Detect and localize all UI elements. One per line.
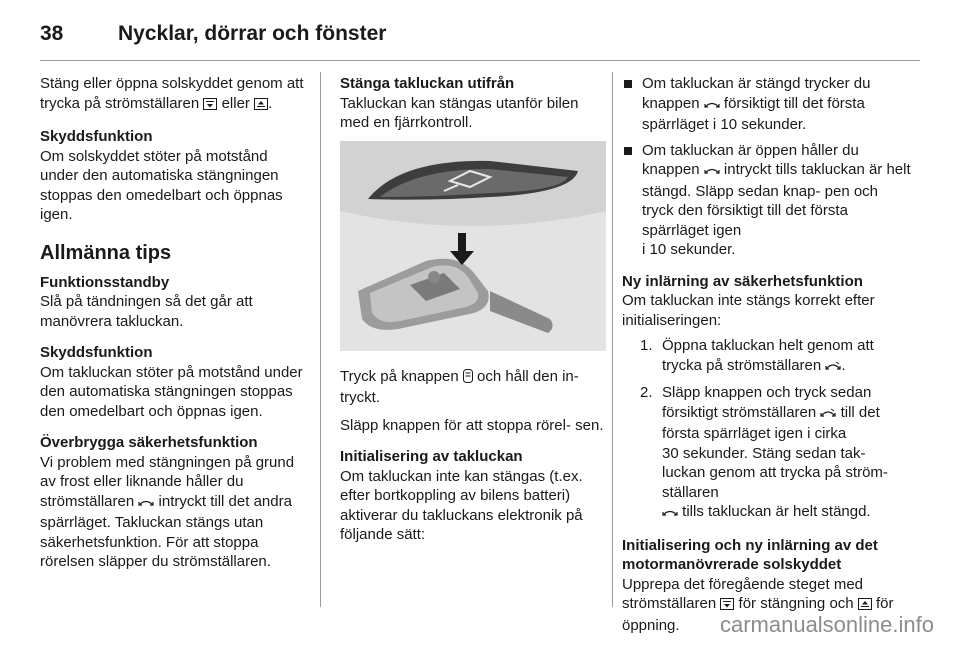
heading-protection-2: Skyddsfunktion [40,344,153,361]
sunroof-tilt-switch-icon [820,405,836,425]
column-left [40,74,308,584]
motor-text-b: för stängning och [738,595,854,612]
step2-text-c: 30 sekunder. Stäng sedan tak- luckan genom att trycka på ström- ställaren [662,444,888,501]
motor-text-c: för öppning. [622,595,894,634]
heading-override: Överbrygga säkerhetsfunktion [40,434,258,451]
chapter-title: Nycklar, dörrar och fönster [118,22,387,45]
column-middle [340,74,606,557]
list-item [622,141,912,260]
list-item [622,383,912,524]
paragraph-protection-1: Om solskyddet stöter på motstånd under den automatiska stängningen stoppas den omedelbart och öppnas igen. [40,147,283,223]
key-fob-illustration [340,141,606,351]
heading-relearn: Ny inlärning av säkerhetsfunktion [622,272,863,290]
bullet1-text-a: Om takluckan är stängd trycker du knappen [642,75,871,112]
column-divider-left [320,72,321,607]
bullet2-text-b: intryckt tills takluckan är helt stängd. Släpp sedan knap- pen och tryck den försiktigt till det första spärrläget igen [642,161,911,239]
bullet1-text-b: försiktigt till det första spärrläget i 10 sekunder. [642,94,865,133]
heading-general-tips: Allmänna tips [40,241,172,264]
sunshade-open-icon [254,96,268,116]
sunroof-switch-icon [704,162,720,182]
heading-motor-sunshade: Initialisering och ny inlärning av det motormanövrerade solskyddet [622,536,878,573]
heading-close-outside: Stänga takluckan utifrån [340,75,515,92]
sunshade-close-icon [203,96,217,116]
bullet2-text-c: i 10 sekunder. [642,241,736,258]
paragraph-protection-2: Om takluckan stöter på motstånd under den automatiska stängningen stoppas den omedelbart och öppnas igen. [40,363,303,420]
heading-initialization: Initialisering av takluckan [340,448,523,465]
step1-text-b: . [841,356,846,374]
heading-standby: Funktionsstandby [40,273,170,291]
override-text-b: intryckt till det andra spärrläget. Takluckan stängs utan säkerhetsfunktion. För att stoppa rörelsen släpper du strömställaren. [40,492,292,570]
watermark: carmanualsonline.info [719,612,934,637]
paragraph-override [40,453,308,572]
paragraph-initialization: Om takluckan inte kan stängas (t.ex. efter bortkoppling av bilens batteri) aktiverar du takluckans elektronik på följande sätt: [340,467,583,543]
paragraph-release: Släpp knappen för att stoppa rörel- sen. [340,416,604,434]
paragraph-press-button [340,367,606,408]
step2-text-a: Släpp knappen och tryck sedan försiktigt strömställaren [662,384,872,421]
sunroof-switch-icon [704,96,720,116]
press-text-b: och håll den in- tryckt. [340,367,579,406]
paragraph-relearn: Om takluckan inte stängs korrekt efter initialiseringen: [622,292,875,329]
paragraph-close-outside: Takluckan kan stängas utanför bilen med en fjärrkontroll. [340,94,579,131]
step2-text-d: tills takluckan är helt stängd. [682,503,871,520]
sunroof-switch-icon [662,504,678,524]
column-divider-right [612,72,613,607]
intro-paragraph [40,74,308,115]
list-item [622,74,912,135]
intro-text: Stäng eller öppna solskyddet genom att trycka på strömställaren [40,75,304,112]
column-right [622,74,912,647]
bullet2-text-a: Om takluckan är öppen håller du knappen [642,141,859,178]
paragraph-standby: Slå på tändningen så det går att manövrera takluckan. [40,293,253,330]
sunroof-tilt-switch-icon [825,358,841,378]
sunroof-switch-icon [138,494,154,514]
relearn-steps [622,336,912,524]
step2-text-b: till det första spärrläget igen i cirka [662,403,880,442]
press-text-a: Tryck på knappen [340,367,459,385]
motor-text-a: Upprepa det föregående steget med strömställaren [622,575,864,612]
list-item [622,336,912,377]
heading-protection-1: Skyddsfunktion [40,128,153,145]
override-text-a: Vi problem med stängningen på grund av frost eller liknande håller du strömställaren [40,453,295,510]
intro-text-or: eller [221,94,250,112]
step1-text-a: Öppna takluckan helt genom att trycka på strömställaren [662,337,874,374]
intro-text-end: . [268,94,273,112]
header-rule [40,60,920,61]
remote-sunroof-button-icon [463,369,473,389]
step-number: 2. [640,384,653,401]
step-number: 1. [640,337,653,354]
page-header [40,16,386,52]
init-bullet-list [622,74,912,260]
page-number: 38 [40,22,64,45]
